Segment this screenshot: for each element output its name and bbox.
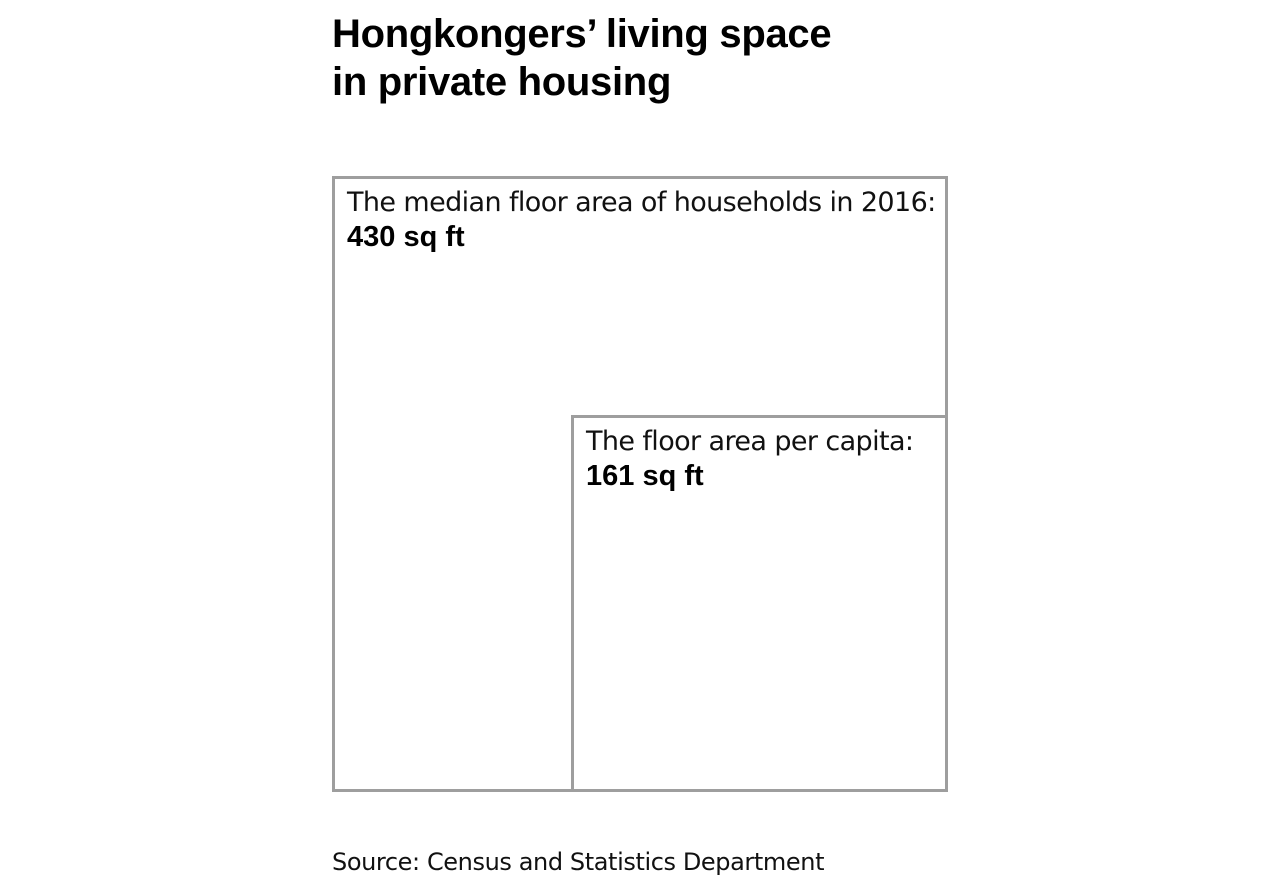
chart-title <box>332 10 831 106</box>
source-note: Source: Census and Statistics Department <box>332 848 825 876</box>
household-floor-area-label-group <box>347 185 936 255</box>
chart-title-line-2: in private housing <box>332 60 672 104</box>
per-capita-floor-area-square <box>571 415 948 792</box>
household-floor-area-label: The median floor area of households in 2016: <box>347 187 936 218</box>
per-capita-floor-area-label-group <box>586 424 913 494</box>
area-comparison-chart <box>332 176 948 792</box>
per-capita-floor-area-value: 161 sq ft <box>586 460 704 492</box>
chart-title-line-1: Hongkongers’ living space <box>332 12 832 56</box>
per-capita-floor-area-label: The floor area per capita: <box>586 426 914 457</box>
household-floor-area-value: 430 sq ft <box>347 221 465 253</box>
